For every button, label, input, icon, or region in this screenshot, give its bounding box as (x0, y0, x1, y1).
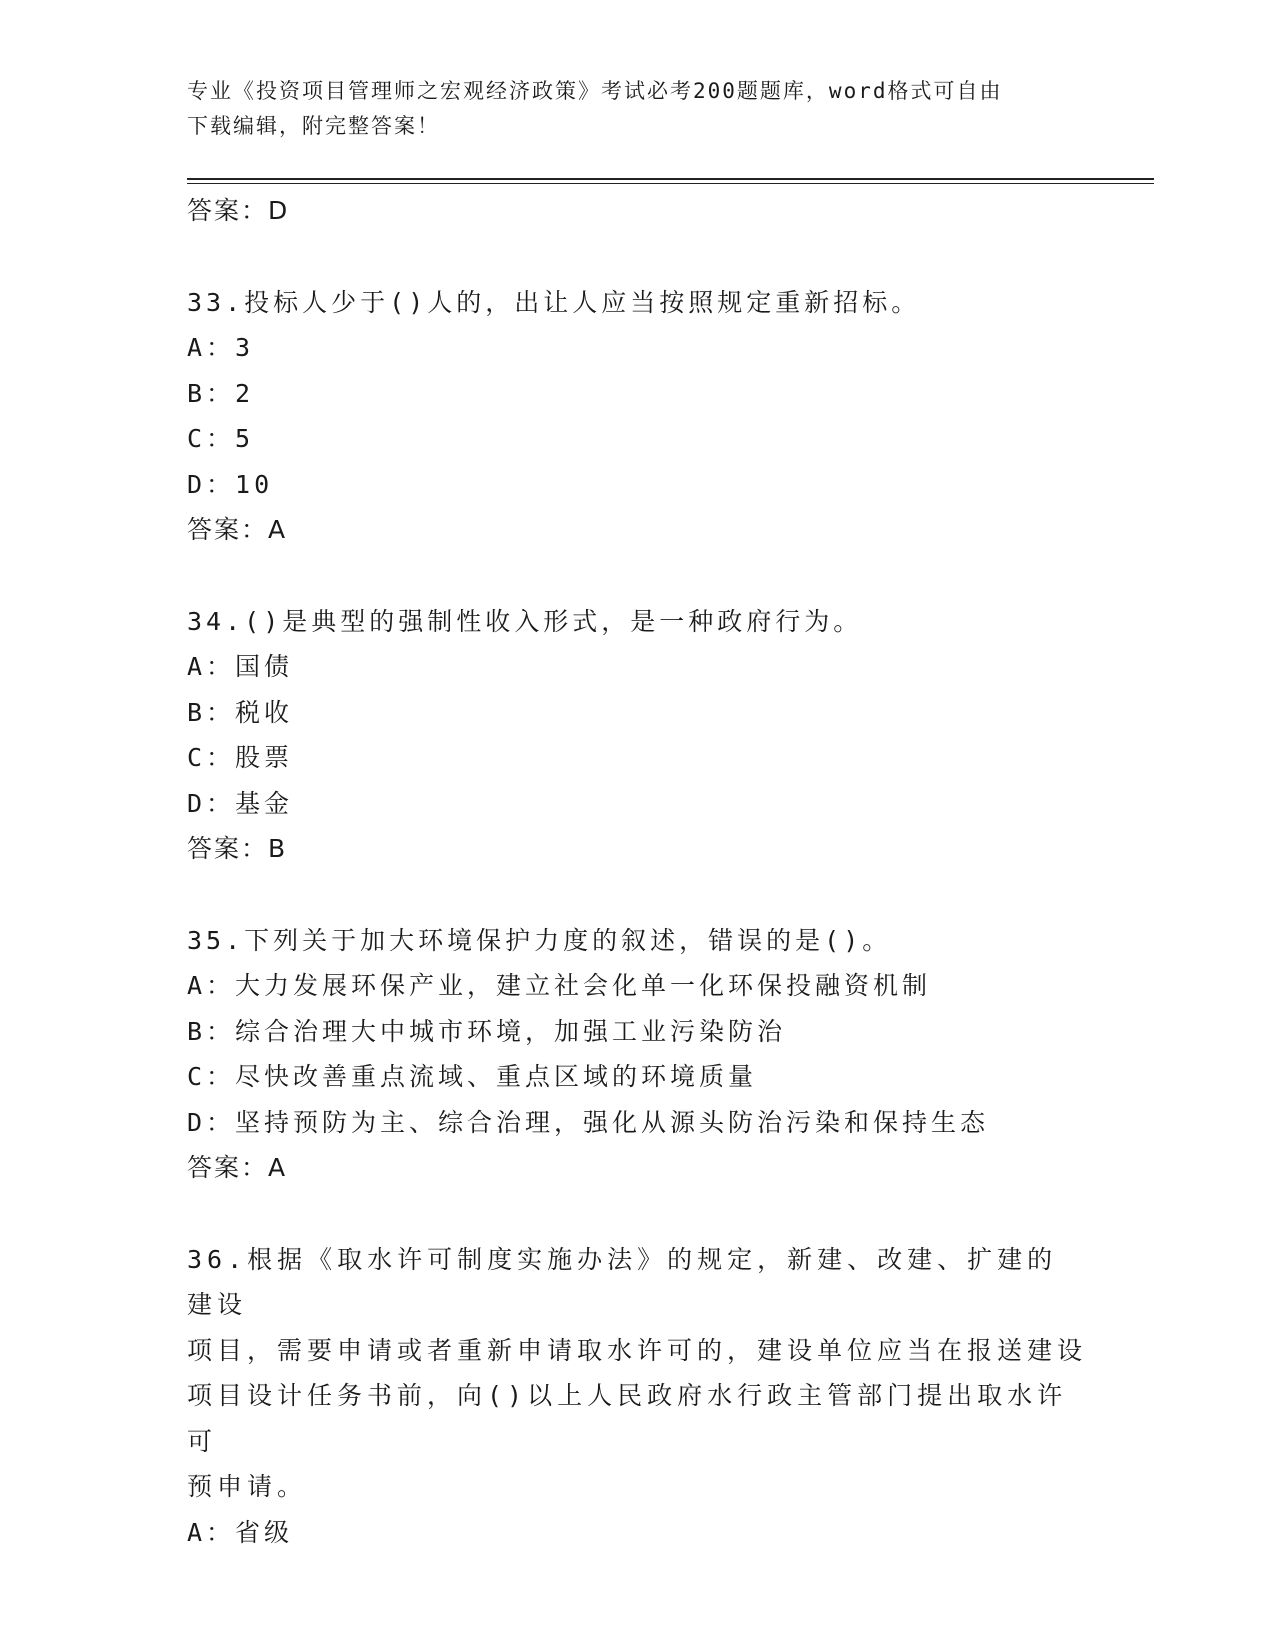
question-stem: 34.()是典型的强制性收入形式，是一种政府行为。 (187, 606, 863, 636)
option-b: B：税收 (187, 697, 294, 727)
question-stem-line: 预申请。 (187, 1472, 308, 1501)
question-35 (187, 918, 1087, 1191)
question-stem: 35.下列关于加大环境保护力度的叙述，错误的是()。 (187, 925, 892, 955)
spacer (187, 553, 1087, 599)
question-stem-line: 项目，需要申请或者重新申请取水许可的，建设单位应当在报送建设 (187, 1335, 1088, 1365)
header-rule-thick (187, 178, 1154, 180)
option-d: D：10 (187, 469, 274, 499)
option-a: A：省级 (187, 1517, 294, 1547)
option-b: B：综合治理大中城市环境，加强工业污染防治 (187, 1016, 787, 1046)
spacer (187, 872, 1087, 918)
question-36 (187, 1237, 1087, 1556)
answer-line: 答案：B (187, 834, 288, 863)
option-d: D：基金 (187, 788, 294, 818)
option-a: A：大力发展环保产业，建立社会化单一化环保投融资机制 (187, 971, 932, 1000)
option-c: C：尽快改善重点流域、重点区域的环境质量 (187, 1062, 758, 1091)
question-stem: 33.投标人少于()人的，出让人应当按照规定重新招标。 (187, 287, 921, 317)
option-c: C：5 (187, 424, 255, 453)
header-line-2: 下载编辑，附完整答案！ (187, 114, 440, 138)
option-d: D：坚持预防为主、综合治理，强化从源头防治污染和保持生态 (187, 1107, 990, 1137)
question-34 (187, 599, 1087, 872)
question-33 (187, 280, 1087, 553)
spacer (187, 1191, 1087, 1237)
question-stem-line: 项目设计任务书前，向()以上人民政府水行政主管部门提出取水许可 (187, 1381, 1068, 1456)
header-rule-thin (187, 183, 1154, 184)
option-b: B：2 (187, 378, 255, 408)
spacer (187, 234, 1087, 280)
option-c: C：股票 (187, 743, 294, 772)
answer-line: 答案：D (187, 196, 290, 225)
document-header (187, 74, 1087, 144)
option-a: A：国债 (187, 652, 294, 681)
answer-line: 答案：A (187, 515, 288, 544)
header-line-1: 专业《投资项目管理师之宏观经济政策》考试必考200题题库，word格式可自由 (187, 79, 1003, 103)
option-a: A：3 (187, 333, 255, 362)
question-stem-line: 36.根据《取水许可制度实施办法》的规定，新建、改建、扩建的建设 (187, 1244, 1058, 1319)
document-body (187, 188, 1087, 1555)
answer-line: 答案：A (187, 1153, 288, 1182)
